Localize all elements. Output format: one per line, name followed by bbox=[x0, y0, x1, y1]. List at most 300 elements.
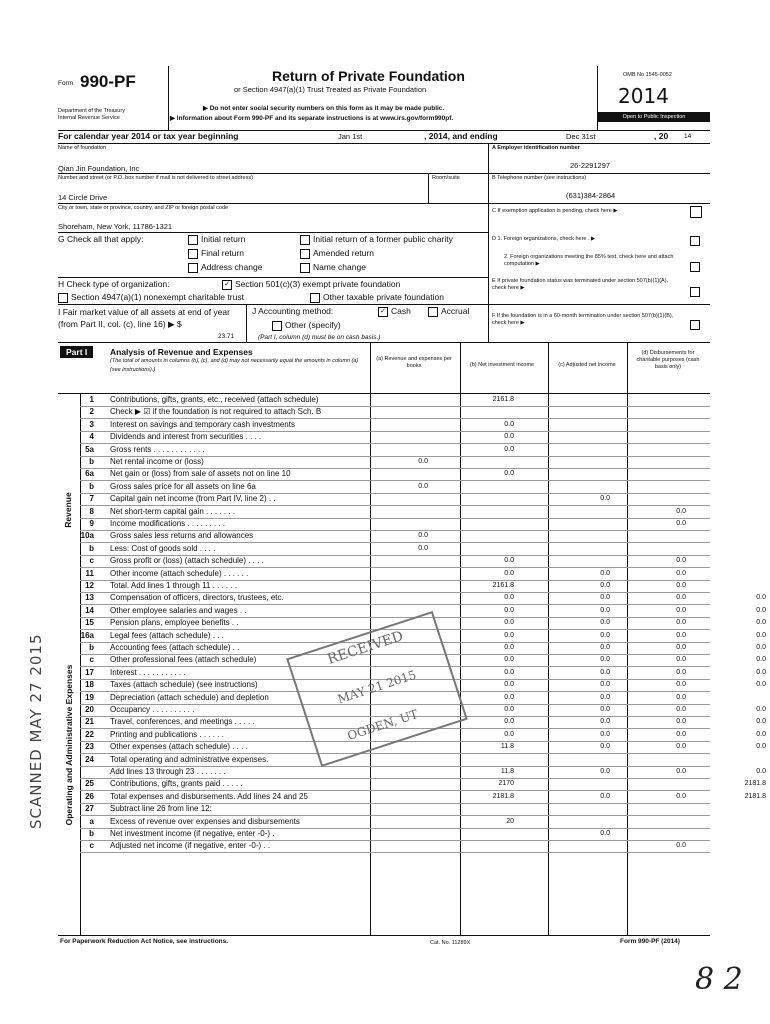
cell-col-a[interactable]: 2170 bbox=[498, 780, 514, 788]
row-label: Taxes (attach schedule) (see instructions) bbox=[110, 680, 258, 690]
row-number: 4 bbox=[89, 432, 94, 442]
street-value: 14 Circle Drive bbox=[58, 193, 108, 202]
table-row bbox=[58, 754, 710, 766]
check-name-change[interactable] bbox=[300, 262, 366, 273]
cell-col-d[interactable]: 0.0 bbox=[756, 631, 766, 639]
cell-col-b[interactable]: 0.0 bbox=[600, 569, 610, 577]
i-rule-top bbox=[58, 304, 710, 305]
cell-col-c[interactable]: 0.0 bbox=[676, 594, 686, 602]
col-c-header bbox=[552, 362, 622, 369]
cell-col-a[interactable]: 0.0 bbox=[504, 594, 514, 602]
scanned-stamp: SCANNED MAY 27 2015 bbox=[27, 633, 45, 829]
cell-col-a[interactable]: 2181.8 bbox=[492, 792, 514, 800]
cell-col-c[interactable]: 0.0 bbox=[676, 668, 686, 676]
cell-col-a[interactable]: 11.8 bbox=[500, 743, 514, 751]
row-label: Excess of revenue over expenses and disbursements bbox=[110, 816, 300, 826]
street-label: Number and street (or P.O. box number if mail is not delivered to street address) bbox=[58, 175, 253, 181]
row-label: Net gain or (loss) from sale of assets not on line 10 bbox=[110, 469, 291, 479]
open-public-badge: Open to Public Inspection bbox=[598, 112, 710, 122]
omb-number: OMB No 1545-0052 bbox=[623, 72, 672, 78]
instruction-info: ▶ Information about Form 990-PF and its separate instructions is at www.irs.gov/form990pf. bbox=[170, 115, 454, 122]
cell-col-c[interactable]: 0.0 bbox=[676, 619, 686, 627]
checkbox-icon bbox=[58, 293, 68, 303]
table-row bbox=[58, 518, 710, 530]
table-row bbox=[58, 530, 710, 542]
row-label: Total. Add lines 1 through 11 . . . . . . bbox=[110, 581, 238, 590]
row-label: Contributions, gifts, grants, etc., received (attach schedule) bbox=[110, 395, 319, 404]
cell-col-a[interactable]: 2161.8 bbox=[492, 396, 514, 403]
cell-col-b[interactable]: 0.0 bbox=[600, 656, 610, 664]
org-rule-2 bbox=[58, 203, 710, 204]
cell-col-c[interactable]: 0.0 bbox=[676, 507, 686, 515]
header-divider-right bbox=[597, 66, 598, 130]
part1-bottom-rule bbox=[58, 935, 710, 936]
table-row bbox=[58, 803, 710, 815]
cell-col-a[interactable]: 0.0 bbox=[504, 445, 514, 453]
city-value: Shoreham, New York, 11786-1321 bbox=[58, 222, 173, 231]
row-label: Other income (attach schedule) . . . . . . bbox=[110, 568, 249, 578]
row-number: c bbox=[89, 841, 94, 851]
cell-col-b[interactable]: 0.0 bbox=[600, 619, 610, 627]
cell-col-d[interactable]: 2181.8 bbox=[744, 792, 766, 800]
cell-col-b[interactable]: 0.0 bbox=[600, 792, 610, 800]
row-label: Travel, conferences, and meetings . . . . . bbox=[110, 717, 255, 727]
row-inline-value[interactable]: 0.0 bbox=[418, 544, 428, 552]
row-label: Compensation of officers, directors, trustees, etc. bbox=[110, 593, 284, 603]
f-label: F If the foundation is in a 60-month termination under section 507(b)(1)(B), check here ▶ bbox=[492, 313, 674, 326]
row-number: 24 bbox=[85, 754, 94, 764]
row-number: 27 bbox=[85, 804, 94, 814]
footer-paperwork: For Paperwork Reduction Act Notice, see instructions. bbox=[60, 938, 229, 945]
check-initial-former[interactable] bbox=[300, 234, 453, 245]
cell-col-d[interactable]: 0.0 bbox=[756, 768, 766, 775]
irs-label: Internal Revenue Service bbox=[58, 115, 120, 121]
checkbox-icon bbox=[300, 235, 310, 245]
footer-form: Form 990-PF (2014) bbox=[620, 938, 680, 945]
row-label: Total operating and administrative expenses. bbox=[110, 754, 269, 764]
col-d-header bbox=[630, 350, 706, 371]
table-row bbox=[58, 828, 710, 840]
city-label: City or town, state or province, country, and ZIP or foreign postal code bbox=[58, 205, 229, 211]
cell-col-a[interactable]: 0.0 bbox=[504, 557, 514, 565]
row-label: Net rental income or (loss) bbox=[110, 457, 204, 466]
side-label-revenue: Revenue bbox=[63, 492, 73, 528]
cell-col-d[interactable]: 0.0 bbox=[756, 619, 766, 627]
check-initial-return[interactable] bbox=[188, 234, 245, 245]
header-divider-left bbox=[168, 66, 169, 130]
cell-col-b[interactable]: 0.0 bbox=[600, 668, 610, 676]
cell-col-c[interactable]: 0.0 bbox=[676, 743, 686, 751]
cell-col-d[interactable]: 0.0 bbox=[756, 656, 766, 664]
h-label: H Check type of organization: bbox=[58, 279, 170, 289]
row-number: 15 bbox=[85, 618, 94, 628]
footer-cat: Cat. No. 11289X bbox=[430, 940, 471, 946]
cell-col-b[interactable]: 0.0 bbox=[600, 606, 610, 614]
handwritten-initials: 8 2 bbox=[695, 962, 743, 997]
check-501c3[interactable] bbox=[222, 279, 400, 290]
calendar-line bbox=[58, 131, 710, 143]
phone-value: (631)384-2864 bbox=[566, 191, 616, 200]
i-label: I Fair market value of all assets at end of year (from Part II, col. (c), line 16) ▶ $ bbox=[58, 307, 230, 329]
cell-col-a[interactable]: 0.0 bbox=[504, 656, 514, 664]
table-row bbox=[58, 506, 710, 518]
part1-note-text: (The total of amounts in columns (b), (c), and (d) may not necessarily equal the amounts in column (a) (see instructions).) bbox=[110, 358, 359, 373]
cell-col-d[interactable]: 0.0 bbox=[756, 668, 766, 676]
table-row bbox=[58, 778, 766, 790]
row-label: Interest . . . . . . . . . . . bbox=[110, 667, 186, 677]
checkbox-icon: ✓ bbox=[222, 280, 232, 290]
cell-col-c[interactable]: 0.0 bbox=[676, 718, 686, 726]
row-number: b bbox=[89, 543, 94, 553]
row-label: Subtract line 26 from line 12: bbox=[110, 804, 212, 814]
row-label: Net investment income (if negative, enter -0-) . bbox=[110, 829, 275, 838]
row-label: Gross rents . . . . . . . . . . . . bbox=[110, 444, 205, 454]
table-row bbox=[58, 394, 710, 406]
check-other-taxable-label: Other taxable private foundation bbox=[323, 292, 444, 302]
cell-col-d[interactable]: 0.0 bbox=[756, 681, 766, 689]
org-rule-3 bbox=[58, 232, 488, 233]
cell-col-a[interactable]: 0.0 bbox=[504, 668, 514, 676]
check-cash[interactable] bbox=[378, 306, 411, 317]
calendar-mid: , 2014, and ending bbox=[424, 131, 498, 141]
cell-col-d[interactable]: 0.0 bbox=[756, 606, 766, 614]
ein-label: A Employer identification number bbox=[492, 145, 580, 151]
j-note: (Part I, column (d) must be on cash basis.) bbox=[258, 334, 381, 341]
row-number: 11 bbox=[85, 568, 94, 578]
calendar-rule bbox=[58, 143, 710, 144]
cell-col-c[interactable]: 0.0 bbox=[676, 681, 686, 689]
table-row bbox=[58, 493, 710, 505]
row-label: Pension plans, employee benefits . . bbox=[110, 618, 239, 628]
cell-col-a[interactable]: 11.8 bbox=[500, 768, 514, 775]
cell-col-c[interactable]: 0.0 bbox=[676, 644, 686, 651]
i-text bbox=[58, 306, 243, 330]
g-label: G Check all that apply: bbox=[58, 234, 144, 244]
row-number: 3 bbox=[89, 419, 94, 429]
row-label: Other employee salaries and wages . . bbox=[110, 605, 247, 615]
cell-col-a[interactable]: 0.0 bbox=[504, 569, 514, 577]
row-label: Income modifications . . . . . . . . . bbox=[110, 519, 226, 528]
table-row bbox=[58, 456, 710, 468]
calendar-year-value: 14 bbox=[684, 133, 692, 140]
d1-text bbox=[492, 236, 697, 242]
cell-col-a[interactable]: 0.0 bbox=[504, 420, 514, 428]
exemption-label: C If exemption application is pending, check here ▶ bbox=[492, 208, 618, 214]
cell-col-b[interactable]: 0.0 bbox=[600, 743, 610, 751]
check-accrual[interactable] bbox=[428, 306, 469, 317]
row-inline-value[interactable]: 0.0 bbox=[418, 532, 428, 540]
tax-year: 2014 bbox=[618, 84, 669, 108]
check-4947[interactable] bbox=[58, 292, 244, 303]
check-accrual-label: Accrual bbox=[441, 306, 470, 316]
d2-checkbox[interactable] bbox=[690, 262, 700, 272]
row-number: 22 bbox=[85, 729, 94, 739]
received-stamp-text: RECEIVED bbox=[325, 628, 406, 668]
h-rule-top bbox=[58, 277, 488, 278]
right-panel-divider bbox=[488, 232, 489, 342]
row-label: Gross sales less returns and allowances bbox=[110, 531, 254, 541]
cell-col-c[interactable]: 0.0 bbox=[676, 656, 686, 664]
received-stamp-date: MAY 21 2015 bbox=[335, 667, 418, 707]
row-label: Add lines 13 through 23 . . . . . . . bbox=[110, 767, 226, 776]
table-row bbox=[58, 481, 710, 493]
cell-col-b[interactable]: 0.0 bbox=[600, 730, 610, 738]
cell-col-a[interactable]: 0.0 bbox=[504, 730, 514, 738]
phone-label: B Telephone number (see instructions) bbox=[492, 175, 587, 181]
row-label: Gross sales price for all assets on line 6a bbox=[110, 481, 256, 491]
check-name-label: Name change bbox=[313, 262, 366, 272]
cell-col-a[interactable]: 0.0 bbox=[504, 681, 514, 689]
table-row bbox=[58, 444, 710, 456]
room-label: Room/suite bbox=[432, 175, 460, 181]
cell-col-b[interactable]: 0.0 bbox=[600, 830, 610, 837]
calendar-end: Dec 31st bbox=[566, 132, 596, 141]
check-other-method[interactable] bbox=[272, 320, 341, 331]
cell-col-d[interactable]: 0.0 bbox=[756, 644, 766, 651]
table-row bbox=[58, 419, 710, 431]
d1-checkbox[interactable] bbox=[690, 236, 700, 246]
form-label: Form bbox=[58, 80, 74, 87]
row-number: 1 bbox=[89, 395, 94, 404]
check-amended-return[interactable] bbox=[300, 248, 374, 259]
row-number: 25 bbox=[85, 779, 94, 789]
cell-col-d[interactable]: 0.0 bbox=[756, 594, 766, 602]
org-name: Qian Jin Foundation, Inc bbox=[58, 164, 140, 173]
row-number: b bbox=[89, 481, 94, 491]
col-d-label: (d) Disbursements for charitable purposes (cash basis only) bbox=[636, 350, 700, 370]
part1-tag: Part I bbox=[60, 346, 93, 358]
check-4947-label: Section 4947(a)(1) nonexempt charitable trust bbox=[71, 292, 244, 302]
ein-value: 26-2291297 bbox=[570, 161, 611, 170]
part1-title: Analysis of Revenue and Expenses bbox=[110, 347, 253, 357]
cell-col-a[interactable]: 0.0 bbox=[504, 631, 514, 639]
row-label: Net short-term capital gain . . . . . . . bbox=[110, 506, 235, 516]
row-number: 21 bbox=[85, 717, 94, 727]
cell-col-d[interactable]: 2181.8 bbox=[744, 780, 766, 788]
cell-col-b[interactable]: 0.0 bbox=[600, 644, 610, 651]
cell-col-d[interactable]: 0.0 bbox=[756, 730, 766, 738]
cell-col-a[interactable]: 20 bbox=[506, 817, 514, 825]
check-amended-label: Amended return bbox=[313, 248, 374, 258]
table-row bbox=[58, 406, 710, 418]
i-value: 23.71 bbox=[218, 333, 235, 340]
col-b-label: (b) Net investment income bbox=[469, 362, 535, 368]
cell-col-c[interactable]: 0.0 bbox=[676, 631, 686, 639]
cell-col-a[interactable]: 0.0 bbox=[504, 644, 514, 651]
cell-col-a[interactable]: 0.0 bbox=[504, 718, 514, 726]
cell-col-c[interactable]: 0.0 bbox=[676, 557, 686, 565]
form-number: 990-PF bbox=[80, 72, 136, 91]
calendar-year-label: , 20 bbox=[654, 131, 669, 141]
row-number: b bbox=[89, 457, 94, 466]
e-text bbox=[492, 278, 682, 292]
d2-text bbox=[504, 254, 684, 268]
dept-treasury: Department of the Treasury bbox=[58, 108, 125, 114]
row-label: Gross profit or (loss) (attach schedule) . . . . bbox=[110, 556, 264, 566]
table-row bbox=[58, 766, 766, 778]
row-number: 10a bbox=[80, 531, 94, 541]
table-row bbox=[58, 431, 710, 443]
side-label-expenses: Operating and Administrative Expenses bbox=[64, 664, 74, 826]
check-address-change[interactable] bbox=[188, 262, 262, 273]
received-stamp-city: OGDEN, UT bbox=[345, 707, 420, 743]
d2-label: 2. Foreign organizations meeting the 85% test, check here and attach computation ▶ bbox=[504, 254, 674, 267]
check-final-label: Final return bbox=[201, 248, 244, 258]
cell-col-b[interactable]: 0.0 bbox=[600, 693, 610, 701]
table-row bbox=[58, 605, 766, 617]
cell-col-c[interactable]: 0.0 bbox=[676, 693, 686, 701]
row-number: 26 bbox=[85, 791, 94, 801]
cell-col-a[interactable]: 0.0 bbox=[504, 606, 514, 614]
row-inline-value[interactable]: 0.0 bbox=[418, 458, 428, 465]
cell-col-d[interactable]: 0.0 bbox=[756, 743, 766, 751]
row-label: Interest on savings and temporary cash investments bbox=[110, 419, 295, 429]
check-other-taxable[interactable] bbox=[310, 292, 444, 303]
row-label: Accounting fees (attach schedule) . . bbox=[110, 643, 240, 652]
form-header bbox=[58, 66, 710, 130]
check-other-method-label: Other (specify) bbox=[285, 320, 341, 330]
row-label: Total expenses and disbursements. Add lines 24 and 25 bbox=[110, 791, 308, 801]
f-checkbox[interactable] bbox=[690, 320, 700, 330]
room-divider bbox=[428, 173, 429, 203]
row-label: Check ▶ ☑ if the foundation is not required to attach Sch. B bbox=[110, 407, 322, 417]
j-label: J Accounting method: bbox=[252, 306, 334, 316]
row-number: 17 bbox=[85, 667, 94, 677]
table-row bbox=[58, 840, 710, 852]
row-number: a bbox=[89, 816, 94, 826]
form-subtitle: or Section 4947(a)(1) Trust Treated as Private Foundation bbox=[234, 85, 427, 94]
cell-col-c[interactable]: 0.0 bbox=[676, 582, 686, 589]
row-rule bbox=[80, 852, 710, 853]
cell-col-d[interactable]: 0.0 bbox=[756, 706, 766, 713]
calendar-begin: Jan 1st bbox=[338, 132, 363, 141]
check-final-return[interactable] bbox=[188, 248, 244, 259]
cell-col-a[interactable]: 0.0 bbox=[504, 470, 514, 478]
check-initial-former-label: Initial return of a former public charity bbox=[313, 234, 453, 244]
org-divider bbox=[488, 143, 489, 245]
calendar-label: For calendar year 2014 or tax year beginning bbox=[58, 131, 239, 141]
row-label: Printing and publications . . . . . . bbox=[110, 729, 224, 739]
table-row bbox=[58, 580, 710, 592]
checkbox-icon: ✓ bbox=[378, 307, 388, 317]
cell-col-b[interactable]: 0.0 bbox=[600, 495, 610, 503]
cell-col-c[interactable]: 0.0 bbox=[676, 706, 686, 713]
row-label: Depreciation (attach schedule) and depletion bbox=[110, 692, 269, 702]
row-number: 7 bbox=[89, 494, 94, 504]
check-501c3-label: Section 501(c)(3) exempt private foundation bbox=[235, 279, 401, 289]
cell-col-a[interactable]: 0.0 bbox=[504, 433, 514, 441]
check-address-label: Address change bbox=[201, 262, 263, 272]
row-number: 16a bbox=[80, 630, 94, 640]
row-label: Occupancy . . . . . . . . . . bbox=[110, 705, 195, 714]
cell-col-a[interactable]: 0.0 bbox=[504, 706, 514, 713]
form-title: Return of Private Foundation bbox=[272, 68, 465, 84]
cell-col-c[interactable]: 0.0 bbox=[676, 569, 686, 577]
checkbox-icon bbox=[428, 307, 438, 317]
cell-col-b[interactable]: 0.0 bbox=[600, 768, 610, 775]
org-name-label: Name of foundation bbox=[58, 145, 107, 151]
row-inline-value[interactable]: 0.0 bbox=[418, 482, 428, 490]
cell-col-c[interactable]: 0.0 bbox=[676, 768, 686, 775]
checkbox-icon bbox=[300, 263, 310, 273]
col-b-header bbox=[462, 362, 542, 369]
checkbox-icon bbox=[310, 293, 320, 303]
f-text bbox=[492, 313, 682, 327]
table-row bbox=[58, 568, 710, 580]
checkbox-icon bbox=[300, 249, 310, 259]
table-row bbox=[58, 816, 710, 828]
d1-label: D 1. Foreign organizations, check here . ▶ bbox=[492, 236, 596, 242]
row-number: 13 bbox=[85, 593, 94, 603]
org-rule-1 bbox=[58, 173, 710, 174]
row-number: b bbox=[89, 829, 94, 838]
cell-col-c[interactable]: 0.0 bbox=[676, 730, 686, 738]
cell-col-c[interactable]: 0.0 bbox=[676, 792, 686, 800]
cell-col-b[interactable]: 0.0 bbox=[600, 594, 610, 602]
checkbox-icon bbox=[272, 321, 282, 331]
row-number: 9 bbox=[89, 519, 94, 528]
row-label: Legal fees (attach schedule) . . . bbox=[110, 630, 224, 640]
row-number: b bbox=[89, 643, 94, 652]
row-number: 20 bbox=[85, 705, 94, 714]
cell-col-b[interactable]: 0.0 bbox=[600, 681, 610, 689]
cell-col-a[interactable]: 0.0 bbox=[504, 619, 514, 627]
check-cash-label: Cash bbox=[391, 306, 411, 316]
col-a-label: (a) Revenue and expenses per books bbox=[376, 356, 452, 369]
cell-col-b[interactable]: 0.0 bbox=[600, 631, 610, 639]
cell-col-a[interactable]: 2161.8 bbox=[492, 582, 514, 589]
row-number: 6a bbox=[85, 469, 94, 479]
checkbox-icon bbox=[188, 263, 198, 273]
table-row bbox=[58, 468, 710, 480]
row-number: 14 bbox=[85, 605, 94, 615]
row-label: Adjusted net income (if negative, enter -0-) . . bbox=[110, 841, 271, 851]
instruction-ssn: ▶ Do not enter social security numbers on this form as it may be made public. bbox=[203, 105, 445, 112]
row-label: Capital gain net income (from Part IV, line 2) . . bbox=[110, 494, 276, 504]
row-label: Dividends and interest from securities . . . . bbox=[110, 432, 262, 442]
checkbox-icon bbox=[188, 249, 198, 259]
cell-col-b[interactable]: 0.0 bbox=[600, 582, 610, 589]
row-label: Other professional fees (attach schedule) bbox=[110, 655, 257, 665]
cell-col-b[interactable]: 0.0 bbox=[600, 718, 610, 726]
checkbox-icon bbox=[188, 235, 198, 245]
row-number: 5a bbox=[85, 444, 94, 454]
exemption-checkbox[interactable] bbox=[690, 206, 702, 218]
row-label: Contributions, gifts, grants paid . . . . . bbox=[110, 779, 243, 789]
cell-col-b[interactable]: 0.0 bbox=[600, 706, 610, 713]
row-number: 8 bbox=[89, 506, 94, 516]
part1-note bbox=[110, 357, 365, 375]
row-number: 23 bbox=[85, 742, 94, 752]
col-c-label: (c) Adjusted net income bbox=[558, 362, 616, 368]
row-label: Less: Cost of goods sold . . . . bbox=[110, 543, 216, 553]
row-number: 12 bbox=[85, 581, 94, 590]
part1-rule-top bbox=[58, 342, 710, 343]
row-number: 2 bbox=[89, 407, 94, 417]
col-a-header bbox=[374, 356, 454, 370]
e-checkbox[interactable] bbox=[690, 287, 700, 297]
cell-col-c[interactable]: 0.0 bbox=[676, 520, 686, 527]
cell-col-c[interactable]: 0.0 bbox=[676, 842, 686, 850]
row-number: c bbox=[89, 655, 94, 665]
cell-col-a[interactable]: 0.0 bbox=[504, 693, 514, 701]
table-row bbox=[58, 543, 710, 555]
row-number: 19 bbox=[85, 692, 94, 702]
cell-col-d[interactable]: 0.0 bbox=[756, 718, 766, 726]
e-label: E If private foundation status was terminated under section 507(b)(1)(A), check here ▶ bbox=[492, 278, 669, 291]
cell-col-c[interactable]: 0.0 bbox=[676, 606, 686, 614]
row-number: c bbox=[89, 556, 94, 566]
